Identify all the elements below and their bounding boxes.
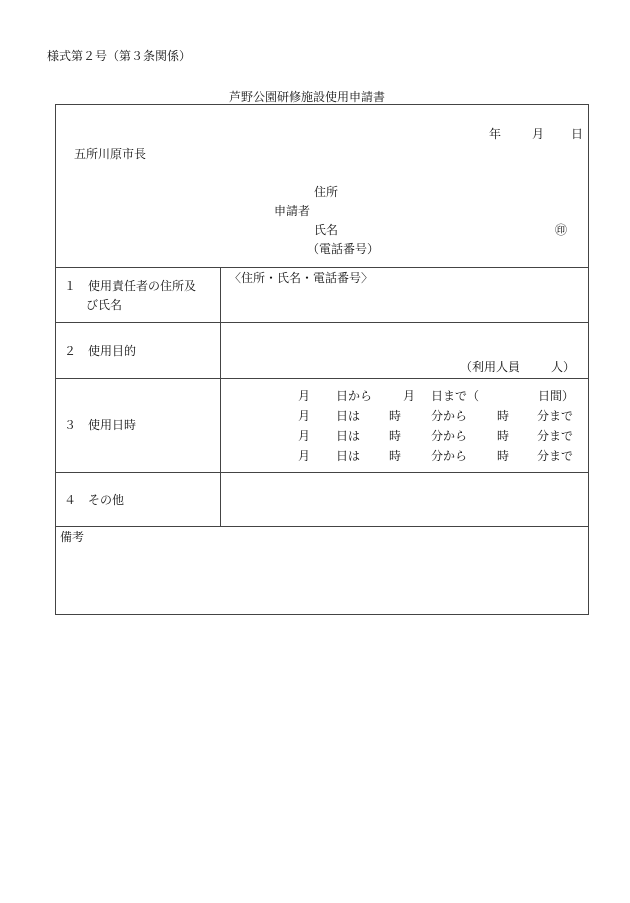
time-hour-from: 時	[389, 449, 402, 463]
applicant-label: 申請者	[274, 204, 311, 218]
column-divider	[220, 267, 221, 526]
date-month-label: 月	[532, 127, 545, 141]
time-day: 日は	[336, 449, 361, 463]
time-hour-to: 時	[497, 409, 510, 423]
document-title: 芦野公園研修施設使用申請書	[229, 90, 386, 104]
time-month: 月	[298, 429, 311, 443]
frame-left-border	[55, 104, 56, 615]
phone-label: （電話番号）	[307, 242, 380, 256]
time-day: 日は	[336, 429, 361, 443]
row-divider	[55, 267, 589, 268]
frame-top-border	[55, 104, 589, 105]
frame-bottom-border	[55, 614, 589, 615]
row-label-continued: び氏名	[86, 298, 123, 312]
content-hint: 〈住所・氏名・電話番号〉	[229, 271, 374, 285]
addressee: 五所川原市長	[74, 147, 147, 161]
row-divider	[55, 526, 589, 527]
attendee-count-close: 人）	[551, 360, 576, 374]
time-month: 月	[298, 409, 311, 423]
row-label: ４ その他	[64, 493, 125, 507]
time-hour-to: 時	[497, 429, 510, 443]
period-month: 月	[403, 389, 416, 403]
row-divider	[55, 322, 589, 323]
time-minute-from: 分から	[431, 409, 468, 423]
time-month: 月	[298, 449, 311, 463]
time-minute-to: 分まで	[537, 429, 574, 443]
row-divider	[55, 378, 589, 379]
row-label: ２ 使用目的	[64, 344, 137, 358]
attendee-count-open: （利用人員	[460, 360, 521, 374]
time-day: 日は	[336, 409, 361, 423]
time-minute-from: 分から	[431, 429, 468, 443]
time-minute-from: 分から	[431, 449, 468, 463]
time-hour-from: 時	[389, 409, 402, 423]
address-label: 住所	[314, 185, 339, 199]
row-label: ３ 使用日時	[64, 418, 137, 432]
period-month: 月	[298, 389, 311, 403]
name-label: 氏名	[314, 223, 339, 237]
time-minute-to: 分まで	[537, 449, 574, 463]
row-label: １ 使用責任者の住所及	[64, 279, 197, 293]
date-day-label: 日	[571, 127, 584, 141]
seal-mark: ㊞	[555, 223, 568, 237]
period-day-from: 日から	[336, 389, 373, 403]
time-hour-to: 時	[497, 449, 510, 463]
form-number-label: 様式第２号（第３条関係）	[47, 49, 192, 63]
period-days-count: 日間）	[538, 389, 575, 403]
date-year-label: 年	[489, 127, 502, 141]
row-divider	[55, 472, 589, 473]
time-hour-from: 時	[389, 429, 402, 443]
period-day-to: 日まで（	[431, 389, 480, 403]
time-minute-to: 分まで	[537, 409, 574, 423]
remarks-label: 備考	[60, 530, 85, 544]
frame-right-border	[588, 104, 589, 615]
